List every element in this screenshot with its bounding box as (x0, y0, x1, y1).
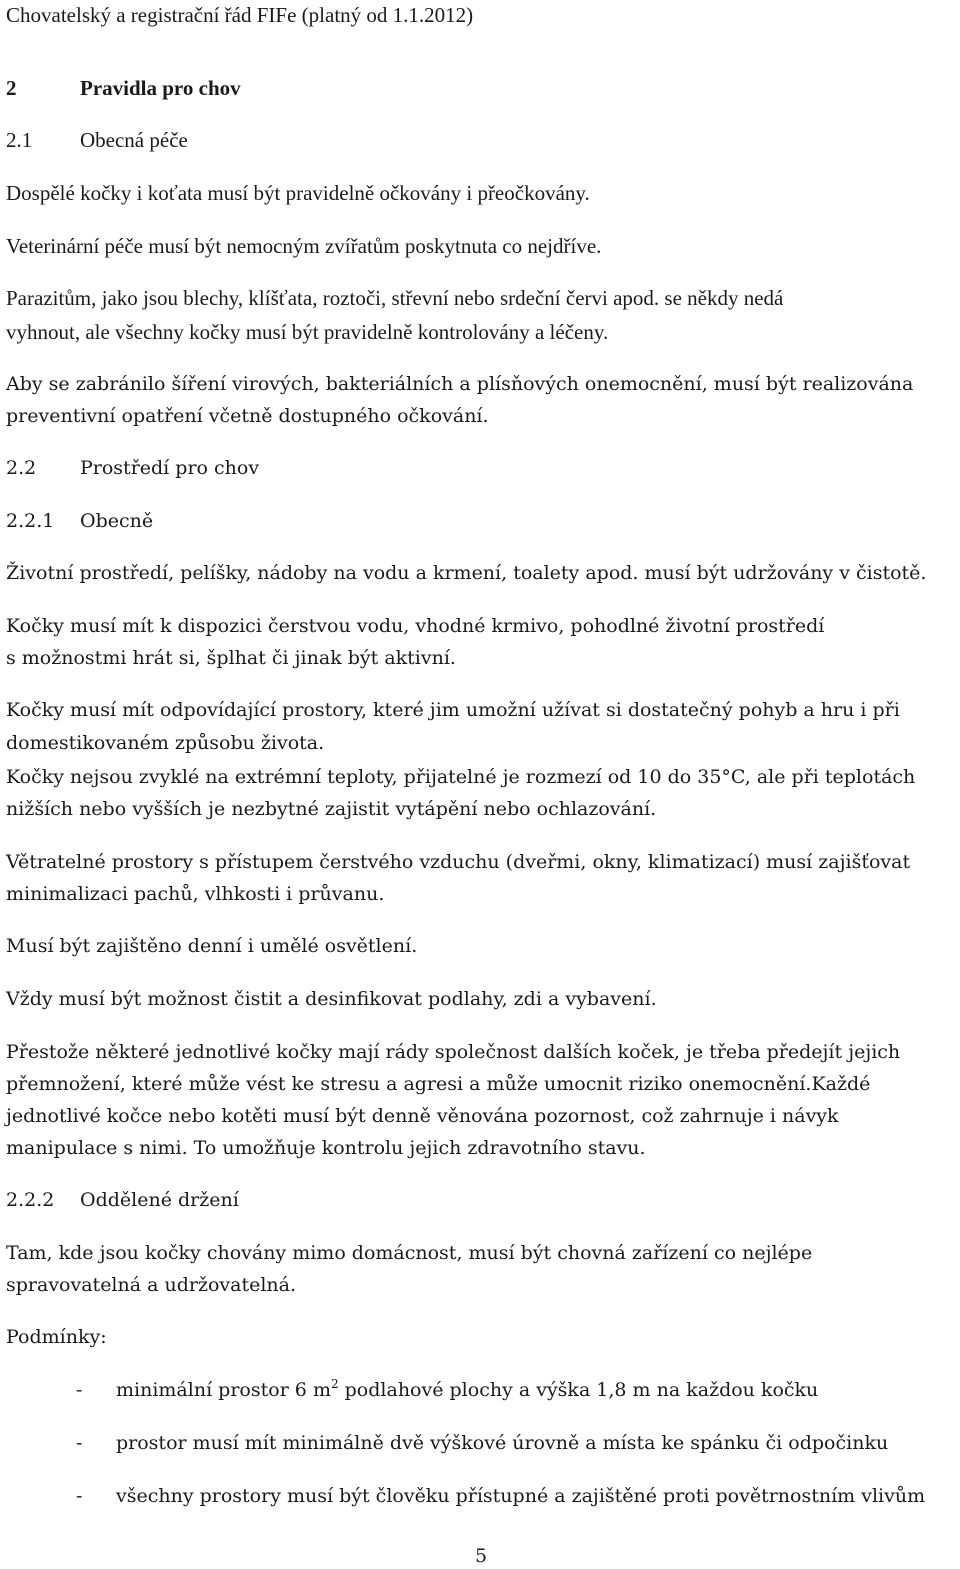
section-2-2-1-heading (6, 509, 153, 533)
paragraph-line: Životní prostředí, pelíšky, nádoby na vodu a krmení, toalety apod. musí být udržovány v čistotě. (6, 562, 927, 584)
paragraph-line: Větratelné prostory s přístupem čerstvého vzduchu (dveřmi, okny, klimatizací) musí zajišťovat (6, 851, 911, 873)
paragraph-line: Parazitům, jako jsou blechy, klíšťata, roztoči, střevní nebo srdeční červi apod. se někdy nedá (6, 286, 784, 310)
paragraph-line: Kočky nejsou zvyklé na extrémní teploty, přijatelné je rozmezí od 10 do 35°C, ale při teplotách (6, 766, 916, 788)
section-title: Pravidla pro chov (80, 76, 241, 100)
paragraph-line: Kočky musí mít odpovídající prostory, které jim umožní užívat si dostatečný pohyb a hru i při (6, 699, 900, 721)
paragraph-line: vyhnout, ale všechny kočky musí být pravidelně kontrolovány a léčeny. (6, 320, 609, 344)
section-number: 2 (6, 76, 17, 100)
bullet-text: všechny prostory musí být člověku přístupné a zajištěné proti povětrnostním vlivům (116, 1485, 926, 1507)
paragraph-line: Tam, kde jsou kočky chovány mimo domácnost, musí být chovná zařízení co nejlépe (6, 1242, 813, 1264)
paragraph-line: jednotlivé kočce nebo kotěti musí být denně věnována pozornost, což zahrnuje i návyk (6, 1105, 839, 1127)
paragraph-line: Veterinární péče musí být nemocným zvířatům poskytnuta co nejdříve. (6, 234, 602, 258)
paragraph-line: manipulace s nimi. To umožňuje kontrolu jejich zdravotního stavu. (6, 1137, 646, 1159)
section-number: 2.2 (6, 457, 37, 479)
paragraph-line: spravovatelná a udržovatelná. (6, 1274, 297, 1296)
section-2-heading (6, 76, 241, 100)
paragraph-line: minimalizaci pachů, vlhkosti i průvanu. (6, 883, 385, 905)
section-number: 2.2.2 (6, 1189, 55, 1211)
section-number: 2.2.1 (6, 510, 55, 532)
bullet-dash: - (76, 1432, 83, 1454)
document-header: Chovatelský a registrační řád FIFe (platný od 1.1.2012) (6, 3, 474, 27)
paragraph-line: přemnožení, které může vést ke stresu a agresi a může umocnit riziko onemocnění.Každé (6, 1073, 871, 1095)
bullet-text-part: minimální prostor 6 m (116, 1379, 331, 1401)
paragraph-line: s možnostmi hrát si, šplhat či jinak být aktivní. (6, 647, 456, 669)
bullet-dash: - (76, 1485, 83, 1507)
superscript: 2 (330, 1377, 339, 1391)
bullet-dash: - (76, 1379, 83, 1401)
section-2-2-heading (6, 456, 259, 480)
paragraph-line: Kočky musí mít k dispozici čerstvou vodu, vhodné krmivo, pohodlné životní prostředí (6, 615, 825, 637)
conditions-label: Podmínky: (6, 1326, 107, 1348)
paragraph-line: Vždy musí být možnost čistit a desinfikovat podlahy, zdi a vybavení. (6, 988, 657, 1010)
paragraph-line: Aby se zabránilo šíření virových, bakteriálních a plísňových onemocnění, musí být realizována (6, 373, 914, 395)
paragraph-line: Dospělé kočky i koťata musí být pravidelně očkovány i přeočkovány. (6, 181, 590, 205)
section-number: 2.1 (6, 128, 33, 152)
paragraph-line: nižších nebo vyšších je nezbytné zajistit vytápění nebo ochlazování. (6, 798, 657, 820)
section-2-2-2-heading (6, 1188, 239, 1212)
section-title: Prostředí pro chov (80, 457, 260, 479)
paragraph-line: Musí být zajištěno denní i umělé osvětlení. (6, 935, 418, 957)
bullet-text (116, 1378, 818, 1402)
paragraph-line: preventivní opatření včetně dostupného očkování. (6, 405, 489, 427)
section-title: Obecná péče (80, 128, 188, 152)
section-title: Obecně (80, 510, 154, 532)
section-title: Oddělené držení (80, 1189, 239, 1211)
paragraph-line: Přestože některé jednotlivé kočky mají rády společnost dalších koček, je třeba předejít jejich (6, 1041, 901, 1063)
section-2-1-heading (6, 128, 188, 152)
bullet-text-part: podlahové plochy a výška 1,8 m na každou kočku (338, 1379, 819, 1401)
bullet-text: prostor musí mít minimálně dvě výškové úrovně a místa ke spánku či odpočinku (116, 1432, 889, 1454)
paragraph-line: domestikovaném způsobu života. (6, 732, 325, 754)
page-number: 5 (475, 1545, 488, 1567)
